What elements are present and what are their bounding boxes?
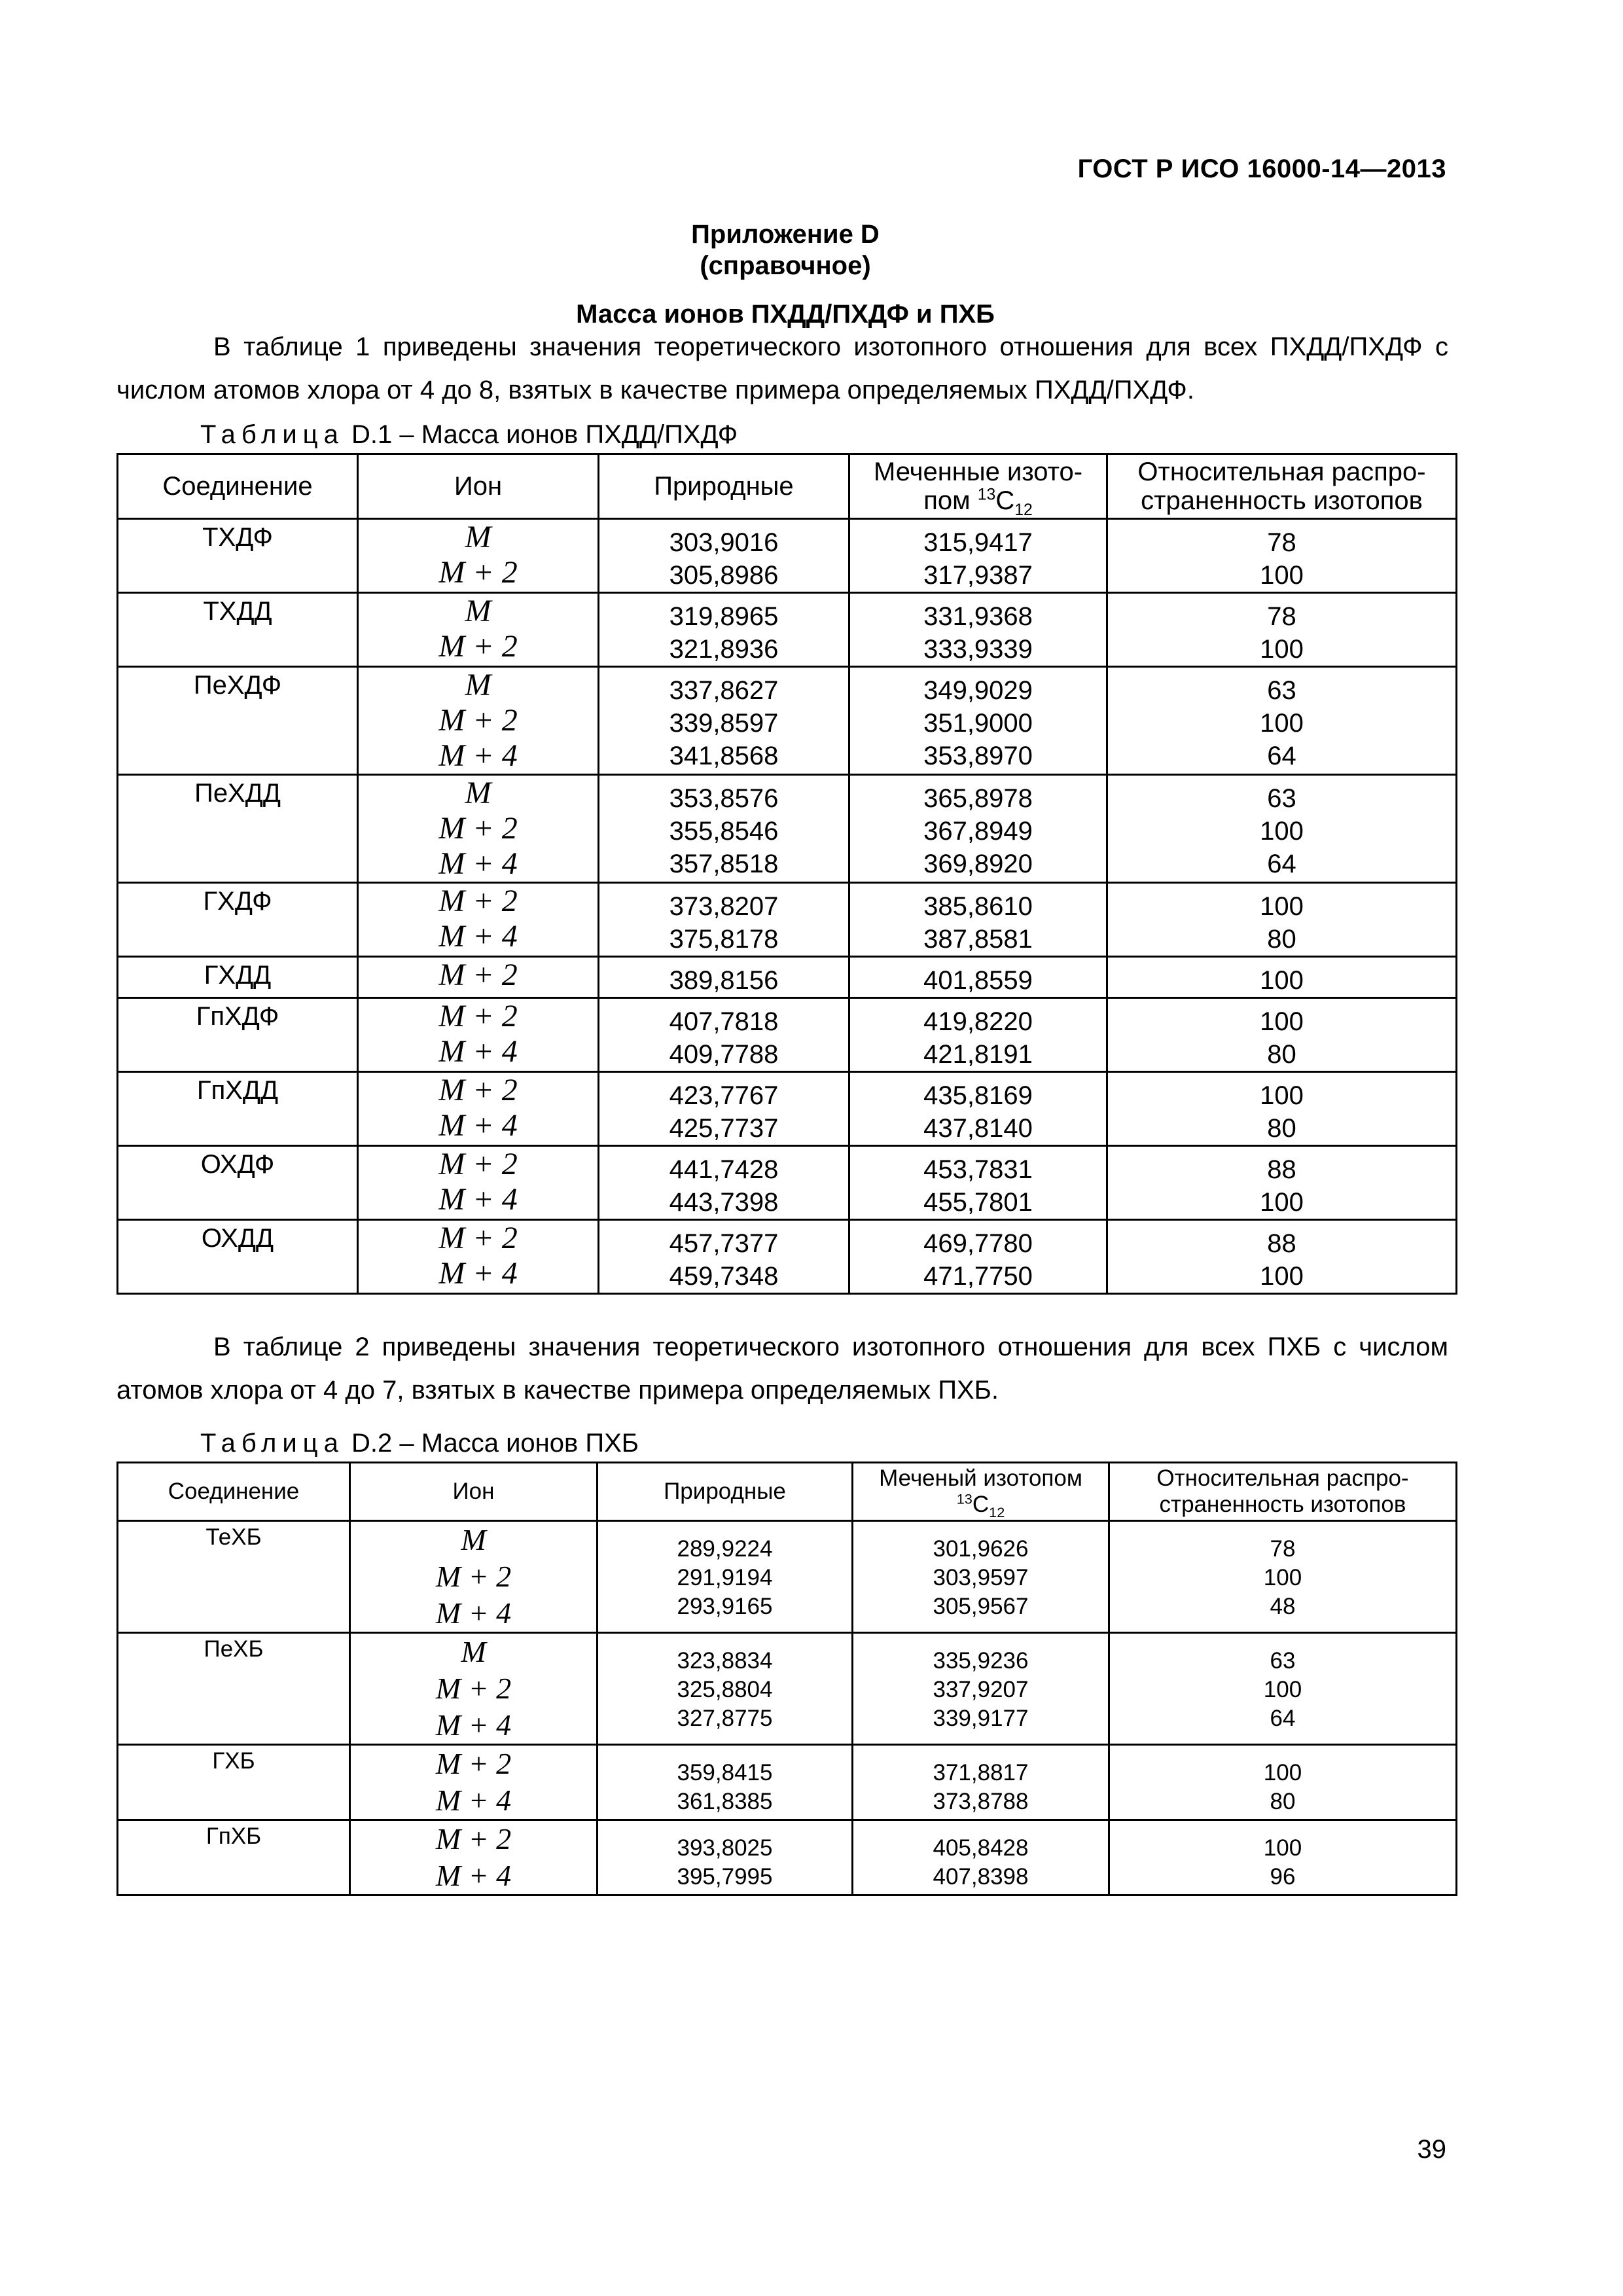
cell-abundance-value: 48 <box>1270 1594 1296 1619</box>
cell-labeled-value: 453,7831 <box>923 1155 1033 1184</box>
cell-natural-value: 353,8576 <box>669 784 779 813</box>
header-ion: Ион <box>358 454 599 519</box>
cell-labeled-value: 303,9597 <box>933 1565 1029 1590</box>
cell-ion-value: M + 2 <box>435 1560 512 1593</box>
cell-natural-value: 341,8568 <box>669 742 779 770</box>
cell-abundance-value: 64 <box>1267 742 1296 770</box>
cell-labeled <box>853 1633 1109 1745</box>
cell-natural <box>599 1220 849 1294</box>
cell-abundance-value: 78 <box>1267 602 1296 631</box>
cell-compound: ТХДД <box>118 593 358 667</box>
table-header-row <box>118 454 1457 519</box>
cell-labeled-value: 373,8788 <box>933 1789 1029 1814</box>
cell-natural-value: 441,7428 <box>669 1155 779 1184</box>
cell-ion <box>358 1072 599 1146</box>
cell-labeled-value: 369,8920 <box>923 850 1033 878</box>
page-number: 39 <box>1417 2135 1446 2164</box>
cell-labeled <box>853 1745 1109 1820</box>
cell-natural-value: 361,8385 <box>677 1789 773 1814</box>
table-row <box>118 998 1457 1072</box>
cell-ion-value: M + 2 <box>438 999 518 1033</box>
cell-natural-value: 395,7995 <box>677 1864 773 1890</box>
cell-natural <box>599 998 849 1072</box>
cell-ion <box>358 593 599 667</box>
cell-natural <box>599 667 849 775</box>
cell-labeled-value: 405,8428 <box>933 1835 1029 1861</box>
table-pcb-ion-masses <box>116 1462 1457 1896</box>
cell-abundance <box>1107 1146 1457 1220</box>
cell-labeled-value: 371,8817 <box>933 1760 1029 1785</box>
table-row <box>118 957 1457 998</box>
cell-ion-value: M + 4 <box>435 1859 512 1892</box>
header-natural: Природные <box>599 454 849 519</box>
cell-ion-value: M + 2 <box>438 1221 518 1255</box>
table-row <box>118 1633 1457 1745</box>
table-row <box>118 1820 1457 1895</box>
cell-natural-value: 389,8156 <box>669 966 779 995</box>
cell-natural-value: 327,8775 <box>677 1706 773 1731</box>
cell-natural-value: 357,8518 <box>669 850 779 878</box>
cell-ion <box>350 1521 597 1633</box>
table-row <box>118 883 1457 957</box>
table-row <box>118 667 1457 775</box>
header-natural: Природные <box>597 1463 853 1521</box>
cell-ion <box>350 1745 597 1820</box>
cell-abundance <box>1109 1633 1457 1745</box>
cell-compound: ГХДФ <box>118 883 358 957</box>
cell-ion-value: M + 4 <box>435 1784 512 1817</box>
cell-abundance-value: 100 <box>1260 1081 1304 1110</box>
table-row <box>118 1745 1457 1820</box>
cell-abundance <box>1107 1220 1457 1294</box>
cell-abundance-value: 88 <box>1267 1229 1296 1258</box>
cell-abundance-value: 100 <box>1260 817 1304 846</box>
cell-ion-value: M + 4 <box>438 1182 518 1217</box>
cell-natural-value: 289,9224 <box>677 1536 773 1562</box>
table1-caption: Таблица D.1 – Масса ионов ПХДД/ПХДФ <box>200 420 738 449</box>
cell-natural-value: 305,8986 <box>669 561 779 590</box>
table-row <box>118 1146 1457 1220</box>
cell-labeled-value: 349,9029 <box>923 676 1033 705</box>
cell-ion-value: M <box>465 776 491 810</box>
cell-labeled-value: 333,9339 <box>923 635 1033 664</box>
cell-labeled-value: 437,8140 <box>923 1114 1033 1143</box>
header-ion: Ион <box>350 1463 597 1521</box>
cell-labeled <box>849 998 1107 1072</box>
cell-ion-value: M + 2 <box>435 1672 512 1705</box>
cell-abundance-value: 63 <box>1267 784 1296 813</box>
cell-ion-value: M <box>465 594 491 628</box>
cell-abundance <box>1107 883 1457 957</box>
cell-labeled <box>849 1072 1107 1146</box>
cell-natural-value: 407,7818 <box>669 1007 779 1036</box>
cell-abundance-value: 80 <box>1267 1040 1296 1069</box>
cell-labeled-value: 407,8398 <box>933 1864 1029 1890</box>
cell-natural <box>599 775 849 883</box>
cell-ion <box>358 998 599 1072</box>
cell-ion-value: M + 4 <box>435 1708 512 1742</box>
cell-labeled-value: 339,9177 <box>933 1706 1029 1731</box>
cell-natural-value: 359,8415 <box>677 1760 773 1785</box>
cell-ion-value: M + 2 <box>438 811 518 846</box>
cell-compound: ПеХБ <box>118 1633 350 1745</box>
cell-natural <box>599 593 849 667</box>
cell-compound: ГХБ <box>118 1745 350 1820</box>
cell-labeled-value: 335,9236 <box>933 1648 1029 1674</box>
table-row <box>118 1072 1457 1146</box>
cell-labeled-value: 469,7780 <box>923 1229 1033 1258</box>
cell-labeled <box>849 519 1107 593</box>
cell-labeled-value: 435,8169 <box>923 1081 1033 1110</box>
cell-labeled-value: 317,9387 <box>923 561 1033 590</box>
cell-ion-value: M + 4 <box>438 1256 518 1291</box>
cell-abundance-value: 96 <box>1270 1864 1296 1890</box>
cell-labeled-value: 337,9207 <box>933 1677 1029 1702</box>
cell-labeled <box>849 775 1107 883</box>
paragraph-intro-table1: В таблице 1 приведены значения теоретического изотопного отношения для всех ПХДД/ПХДФ с числом атомов хлора от 4 до 8, взятых в качестве примера определяемых ПХДД/ПХДФ. <box>116 332 1448 404</box>
header-abundance: Относительная распро- страненность изотопов <box>1107 454 1457 519</box>
cell-abundance-value: 80 <box>1267 1114 1296 1143</box>
cell-abundance <box>1109 1745 1457 1820</box>
cell-ion-value: M + 2 <box>438 884 518 918</box>
cell-ion-value: M <box>465 520 491 554</box>
cell-abundance <box>1107 775 1457 883</box>
cell-natural-value: 303,9016 <box>669 528 779 557</box>
cell-ion-value: M <box>461 1523 486 1556</box>
header-abundance: Относительная распро- страненность изотопов <box>1109 1463 1457 1521</box>
header-compound: Соединение <box>118 1463 350 1521</box>
cell-natural <box>599 883 849 957</box>
cell-ion-value: M <box>465 668 491 702</box>
cell-compound: ПеХДД <box>118 775 358 883</box>
cell-compound: ОХДД <box>118 1220 358 1294</box>
document-code: ГОСТ Р ИСО 16000-14—2013 <box>1077 154 1446 183</box>
cell-ion <box>358 519 599 593</box>
cell-abundance-value: 78 <box>1270 1536 1296 1562</box>
header-labeled: Меченные изото- пом $^{13}C_{12}$ <box>849 454 1107 519</box>
cell-labeled-value: 301,9626 <box>933 1536 1029 1562</box>
cell-labeled-value: 315,9417 <box>923 528 1033 557</box>
cell-labeled-value: 401,8559 <box>923 966 1033 995</box>
cell-ion-value: M + 2 <box>438 703 518 738</box>
cell-natural-value: 393,8025 <box>677 1835 773 1861</box>
cell-ion <box>358 667 599 775</box>
cell-abundance <box>1107 1072 1457 1146</box>
cell-compound: ТХДФ <box>118 519 358 593</box>
cell-compound: ГпХДД <box>118 1072 358 1146</box>
cell-abundance-value: 100 <box>1263 1760 1302 1785</box>
cell-ion-value: M + 4 <box>438 919 518 954</box>
cell-abundance-value: 64 <box>1270 1706 1296 1731</box>
cell-abundance <box>1107 957 1457 998</box>
cell-ion <box>358 957 599 998</box>
cell-natural-value: 337,8627 <box>669 676 779 705</box>
cell-natural-value: 423,7767 <box>669 1081 779 1110</box>
cell-labeled-value: 455,7801 <box>923 1188 1033 1217</box>
cell-abundance-value: 80 <box>1267 925 1296 954</box>
cell-ion-value: M + 4 <box>435 1596 512 1630</box>
cell-abundance-value: 64 <box>1267 850 1296 878</box>
table2-caption: Таблица D.2 – Масса ионов ПХБ <box>200 1429 639 1458</box>
cell-ion <box>350 1820 597 1895</box>
cell-abundance <box>1107 593 1457 667</box>
table-row <box>118 1521 1457 1633</box>
cell-abundance-value: 100 <box>1263 1565 1302 1590</box>
cell-natural <box>597 1633 853 1745</box>
cell-labeled <box>853 1521 1109 1633</box>
table-row <box>118 593 1457 667</box>
cell-ion-value: M + 2 <box>438 1073 518 1107</box>
cell-natural <box>597 1521 853 1633</box>
cell-labeled-value: 421,8191 <box>923 1040 1033 1069</box>
cell-abundance-value: 100 <box>1260 561 1304 590</box>
cell-labeled <box>849 957 1107 998</box>
cell-abundance-value: 80 <box>1270 1789 1296 1814</box>
cell-labeled <box>849 1220 1107 1294</box>
cell-ion-value: M + 4 <box>438 1108 518 1143</box>
cell-ion-value: M <box>461 1635 486 1668</box>
cell-abundance-value: 63 <box>1270 1648 1296 1674</box>
cell-abundance-value: 100 <box>1263 1677 1302 1702</box>
cell-abundance <box>1109 1521 1457 1633</box>
cell-labeled-value: 353,8970 <box>923 742 1033 770</box>
cell-abundance-value: 100 <box>1260 966 1304 995</box>
cell-labeled <box>849 1146 1107 1220</box>
cell-compound: ТеХБ <box>118 1521 350 1633</box>
cell-labeled-value: 471,7750 <box>923 1262 1033 1291</box>
cell-natural-value: 459,7348 <box>669 1262 779 1291</box>
cell-natural-value: 321,8936 <box>669 635 779 664</box>
cell-ion <box>358 883 599 957</box>
cell-compound: ОХДФ <box>118 1146 358 1220</box>
table-row <box>118 1220 1457 1294</box>
cell-natural-value: 325,8804 <box>677 1677 773 1702</box>
cell-labeled-value: 305,9567 <box>933 1594 1029 1619</box>
cell-ion-value: M + 2 <box>435 1822 512 1856</box>
cell-natural-value: 443,7398 <box>669 1188 779 1217</box>
cell-natural <box>599 519 849 593</box>
cell-abundance-value: 88 <box>1267 1155 1296 1184</box>
cell-ion <box>358 1146 599 1220</box>
cell-natural <box>597 1820 853 1895</box>
cell-natural-value: 375,8178 <box>669 925 779 954</box>
cell-natural-value: 319,8965 <box>669 602 779 631</box>
cell-abundance <box>1107 519 1457 593</box>
cell-ion <box>358 1220 599 1294</box>
cell-ion-value: M + 2 <box>435 1747 512 1780</box>
cell-abundance-value: 63 <box>1267 676 1296 705</box>
cell-labeled-value: 419,8220 <box>923 1007 1033 1036</box>
cell-abundance-value: 100 <box>1260 1262 1304 1291</box>
table-row <box>118 775 1457 883</box>
cell-ion-value: M + 2 <box>438 555 518 590</box>
cell-natural <box>599 1146 849 1220</box>
cell-ion-value: M + 4 <box>438 1034 518 1069</box>
cell-ion-value: M + 4 <box>438 738 518 773</box>
cell-abundance-value: 100 <box>1260 1188 1304 1217</box>
cell-labeled-value: 385,8610 <box>923 892 1033 921</box>
cell-natural <box>597 1745 853 1820</box>
cell-ion-value: M + 2 <box>438 629 518 664</box>
cell-ion-value: M + 2 <box>438 1147 518 1181</box>
cell-ion <box>358 775 599 883</box>
cell-compound: ГпХБ <box>118 1820 350 1895</box>
cell-natural-value: 373,8207 <box>669 892 779 921</box>
cell-labeled-value: 367,8949 <box>923 817 1033 846</box>
cell-natural-value: 425,7737 <box>669 1114 779 1143</box>
cell-natural-value: 291,9194 <box>677 1565 773 1590</box>
cell-abundance-value: 100 <box>1260 892 1304 921</box>
table-header-row <box>118 1463 1457 1521</box>
cell-ion <box>350 1633 597 1745</box>
header-compound: Соединение <box>118 454 358 519</box>
cell-labeled-value: 331,9368 <box>923 602 1033 631</box>
cell-natural-value: 457,7377 <box>669 1229 779 1258</box>
paragraph-intro-table2: В таблице 2 приведены значения теоретического изотопного отношения для всех ПХБ с числом атомов хлора от 4 до 7, взятых в качестве примера определяемых ПХБ. <box>116 1333 1448 1405</box>
cell-natural-value: 355,8546 <box>669 817 779 846</box>
cell-labeled-value: 387,8581 <box>923 925 1033 954</box>
cell-ion-value: M + 2 <box>438 958 518 992</box>
cell-natural <box>599 957 849 998</box>
cell-labeled <box>849 667 1107 775</box>
cell-labeled <box>853 1820 1109 1895</box>
header-labeled: Меченый изотопом $^{13}C_{12}$ <box>853 1463 1109 1521</box>
cell-labeled-value: 365,8978 <box>923 784 1033 813</box>
cell-abundance <box>1107 667 1457 775</box>
cell-natural-value: 323,8834 <box>677 1648 773 1674</box>
cell-natural-value: 293,9165 <box>677 1594 773 1619</box>
cell-abundance-value: 78 <box>1267 528 1296 557</box>
cell-natural-value: 339,8597 <box>669 709 779 738</box>
cell-compound: ПеХДФ <box>118 667 358 775</box>
cell-labeled <box>849 883 1107 957</box>
cell-natural <box>599 1072 849 1146</box>
cell-abundance-value: 100 <box>1260 635 1304 664</box>
cell-abundance-value: 100 <box>1263 1835 1302 1861</box>
annex-subtitle: Масса ионов ПХДД/ПХДФ и ПХБ <box>576 300 995 329</box>
cell-abundance <box>1107 998 1457 1072</box>
cell-abundance-value: 100 <box>1260 709 1304 738</box>
cell-labeled <box>849 593 1107 667</box>
cell-abundance <box>1109 1820 1457 1895</box>
cell-labeled-value: 351,9000 <box>923 709 1033 738</box>
cell-ion-value: M + 4 <box>438 846 518 881</box>
table-pcdd-pcdf-ion-masses <box>116 453 1457 1295</box>
table-row <box>118 519 1457 593</box>
cell-natural-value: 409,7788 <box>669 1040 779 1069</box>
cell-compound: ГпХДФ <box>118 998 358 1072</box>
annex-title: Приложение D <box>691 220 880 249</box>
cell-compound: ГХДД <box>118 957 358 998</box>
annex-status: (справочное) <box>700 251 871 280</box>
cell-abundance-value: 100 <box>1260 1007 1304 1036</box>
